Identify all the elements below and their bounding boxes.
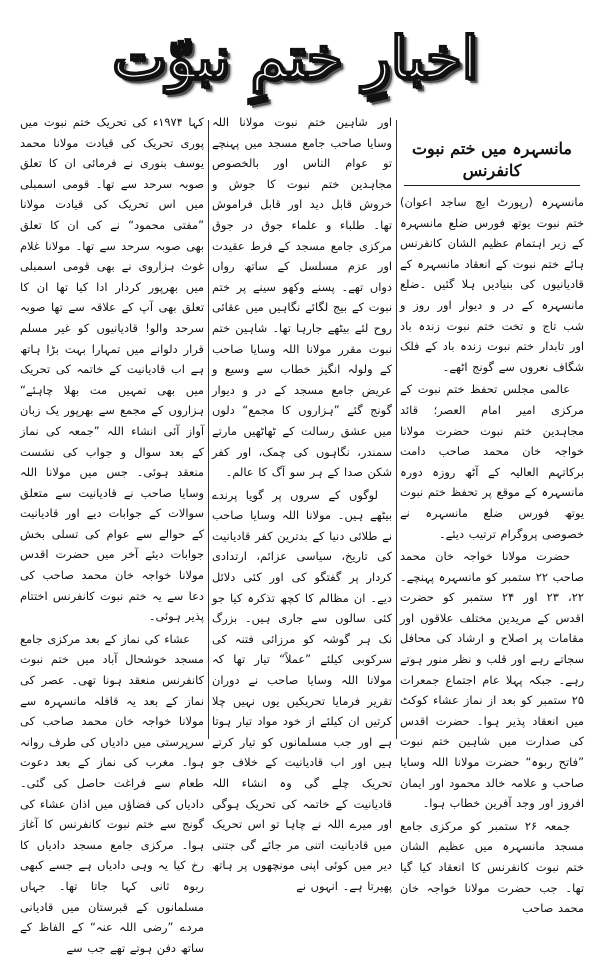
article-paragraph: جمعہ ۲۶ ستمبر کو مرکزی جامع مسجد مانسہرہ میں عظیم الشان ختم نبوت کانفرنس کا انعقاد کیا گیا تھا۔ جب حضرت مولانا خواجہ خان محمد صاحب — [400, 818, 584, 916]
article-paragraph: لوگوں کے سروں پر گویا پرندے بیٹھے ہیں۔ مولانا اللہ وسایا صاحب نے طلائی دنیا کے بدترین کفر قادیانیت کی تاریخ، سیاسی عزائم، ارتدادی کردار پر گفتگو کی اور کئی دلائل دیے۔ ان مظالم کا کچھ تذکرہ کیا جو کئی سالوں سے جاری ہیں۔ بزرگ نک ہر گوشہ کو مرزائی فتنہ کی سرکوبی کیلئے ”عملاً“ تیار تھا کہ مولانا اللہ وسایا صاحب نے دوران تقریر فرمایا تحریکیں یوں نہیں چلا کرتیں ان کیلئے از خود مواد تیار ہوتا ہے اور جب مسلمانوں کو تیار کرتے ہیں اور اب قادیانیت کے خلاف جو تحریک چلے گی وہ انشاء اللہ قادیانیت کے خاتمہ کی تحریک ہوگی اور میرے اللہ نے چاہا تو اس تحریک میں قادیانیت اتنی مر جائے گی جتنی دیر میں کوئی اپنی مونچھوں پر ہاتھ پھیرتا ہے۔ انہوں نے — [212, 487, 392, 893]
article-column-right — [400, 112, 584, 916]
column-divider-right — [396, 120, 397, 739]
masthead — [60, 8, 530, 108]
article-paragraph: عالمی مجلس تحفظ ختم نبوت کے مرکزی امیر امام العصر؛ قائد مجاہدین ختم نبوت حضرت مولانا خواجہ خان محمد صاحب دامت برکاتہم العالیہ کے آٹھ روزہ دورہ مانسہرہ کے موقع پر تحفظ ختم نبوت یوتھ فورس ضلع مانسہرہ نے خصوصی پروگرام ترتیب دیئے۔ — [400, 382, 584, 541]
article-paragraph: مانسہرہ (رپورٹ ایچ ساجد اعوان) ختم نبوت یوتھ فورس ضلع مانسہرہ کے زیر اہتمام عظیم الشان کانفرنس ہائے ختم نبوت کے انعقاد مانسہرہ کے قادیانیوں کی بنیادیں ہلا گئیں ۔ضلع مانسہرہ کے در و دیوار اور روز و شب تاج و تخت ختم نبوت زندہ باد اور تابدار ختم نبوت زندہ باد کے فلک شگاف نعروں سے گونج اٹھے۔ — [400, 195, 584, 374]
article-column-middle — [212, 112, 392, 893]
article-column-left — [20, 112, 204, 955]
article-paragraph: کہا ۱۹۷۴ء کی تحریک ختم نبوت میں پوری تحریک کی قیادت مولانا محمد یوسف بنوری نے فرمائی ان کا تعلق صوبہ سرحد سے تھا۔ قومی اسمبلی میں اس تحریک کی قیادت مولانا ”مفتی محمود“ نے کی ان کا تعلق بھی صوبہ سرحد سے تھا۔ مولانا غلام غوث ہزاروی نے بھی قومی اسمبلی میں بھرپور کردار ادا کیا تھا ان کا تعلق بھی آپ کے علاقہ سے تھا صوبہ سرحد والو! قادیانیوں کو غیر مسلم قرار دلوانے میں تمہارا بہت بڑا ہاتھ ہے اب قادیانیت کے خاتمہ کی تحریک میں بھی تمہیں مت بھلا چاہئے“ ہزاروں کے مجمع سے بھرپور یک زبان آواز آئی انشاء اللہ ”جمعہ کی نماز کے بعد سوال و جواب کی نشست منعقد ہوئی۔ جس میں مولانا اللہ وسایا صاحب نے قادیانیت سے متعلق سوالات کے جوابات دیے اور قادیانیت کے حوالے سے عوام کی تسلی بخش جوابات دیئے آخر میں حضرت اقدس مولانا خواجہ خان محمد صاحب کی دعا سے یہ ختم نبوت کانفرنس اختتام پذیر ہوئی۔ — [20, 115, 204, 624]
article-paragraph: عشاء کی نماز کے بعد مرکزی جامع مسجد خوشحال آباد میں ختم نبوت کانفرنس منعقد ہونا تھی۔ عصر کی نماز کے بعد یہ قافلہ مانسہرہ سے مولانا خواجہ خان محمد صاحب کی سرپرستی میں دادیاں کی طرف روانہ ہوا۔ مغرب کی نماز کے بعد دعوت طعام سے فراغت حاصل کی گئی۔ دادیاں کی فضاؤں میں اذان عشاء کی گونج سے ختم نبوت کانفرنس کا آغاز ہوا۔ مرکزی جامع مسجد دادیاں کا رخ کیا یہ وہی دادیاں ہے جسے کبھی ربوہ ثانی کہا جاتا تھا۔ جہاں مسلمانوں کے قبرستان میں قادیانی مردے ”رضی اللہ عنہ“ کے الفاظ کے ساتھ دفن ہوتے تھے جب سے — [20, 631, 204, 955]
masthead-title: اخبارِ ختمِ نبوّت — [112, 24, 478, 92]
column-divider-left — [208, 120, 209, 739]
article-paragraph: اور شاہین ختم نبوت مولانا اللہ وسایا صاحب جامع مسجد میں پہنچے تو عوام الناس اور بالخصوص مجاہدین ختم نبوت کا جوش و خروش قابل دید اور قابل فراموش تھا۔ طلباء و علماء جوق در جوق مرکزی جامع مسجد کے فرط عقیدت اور عزم مسلسل کے ساتھ رواں دواں تھے۔ پسنے وکھو سینے پر ختم نبوت کے بیج لگائے نگاہیں میں عقائی روح لئے بیٹھے جارہا تھا۔ شاہین ختم نبوت مقرر مولانا اللہ وسایا صاحب کے ولولہ انگیز خطاب سے وسیع و عریض جامع مسجد کے در و دیوار گونج گئے ”ہزاروں کا مجمع“ دلوں میں عشق رسالت کے ٹھاٹھیں مارتے سمندر، نگاہوں کی چمک، اور کفر شکن صدا کے ہر سو آگ کا عالم۔ — [212, 115, 392, 480]
article-headline: مانسہرہ میں ختم نبوت کانفرنس — [404, 138, 580, 186]
article-paragraph: حضرت مولانا خواجہ خان محمد صاحب ۲۲ ستمبر کو مانسہرہ پہنچے۔ ۲۲، ۲۳ اور ۲۴ ستمبر کو حضرت اقدس کے مریدین مختلف علاقوں اور مقامات پر اصلاح و ارشاد کی محافل سجاتے رہے اور قلب و نظر منور ہوتے رہے۔ جبکہ پہلا عام اجتماع جمعرات ۲۵ ستمبر کو بعد از نماز عشاء کوکٹ میں انعقاد پذیر ہوا۔ حضرت اقدس کی صدارت میں شاہین ختم نبوت ”فاتح ربوہ“ حضرت مولانا اللہ وسایا صاحب و علامہ خالد محمود اور ایمان افروز اور وجد آفرین خطاب ہوا۔ — [400, 549, 584, 811]
